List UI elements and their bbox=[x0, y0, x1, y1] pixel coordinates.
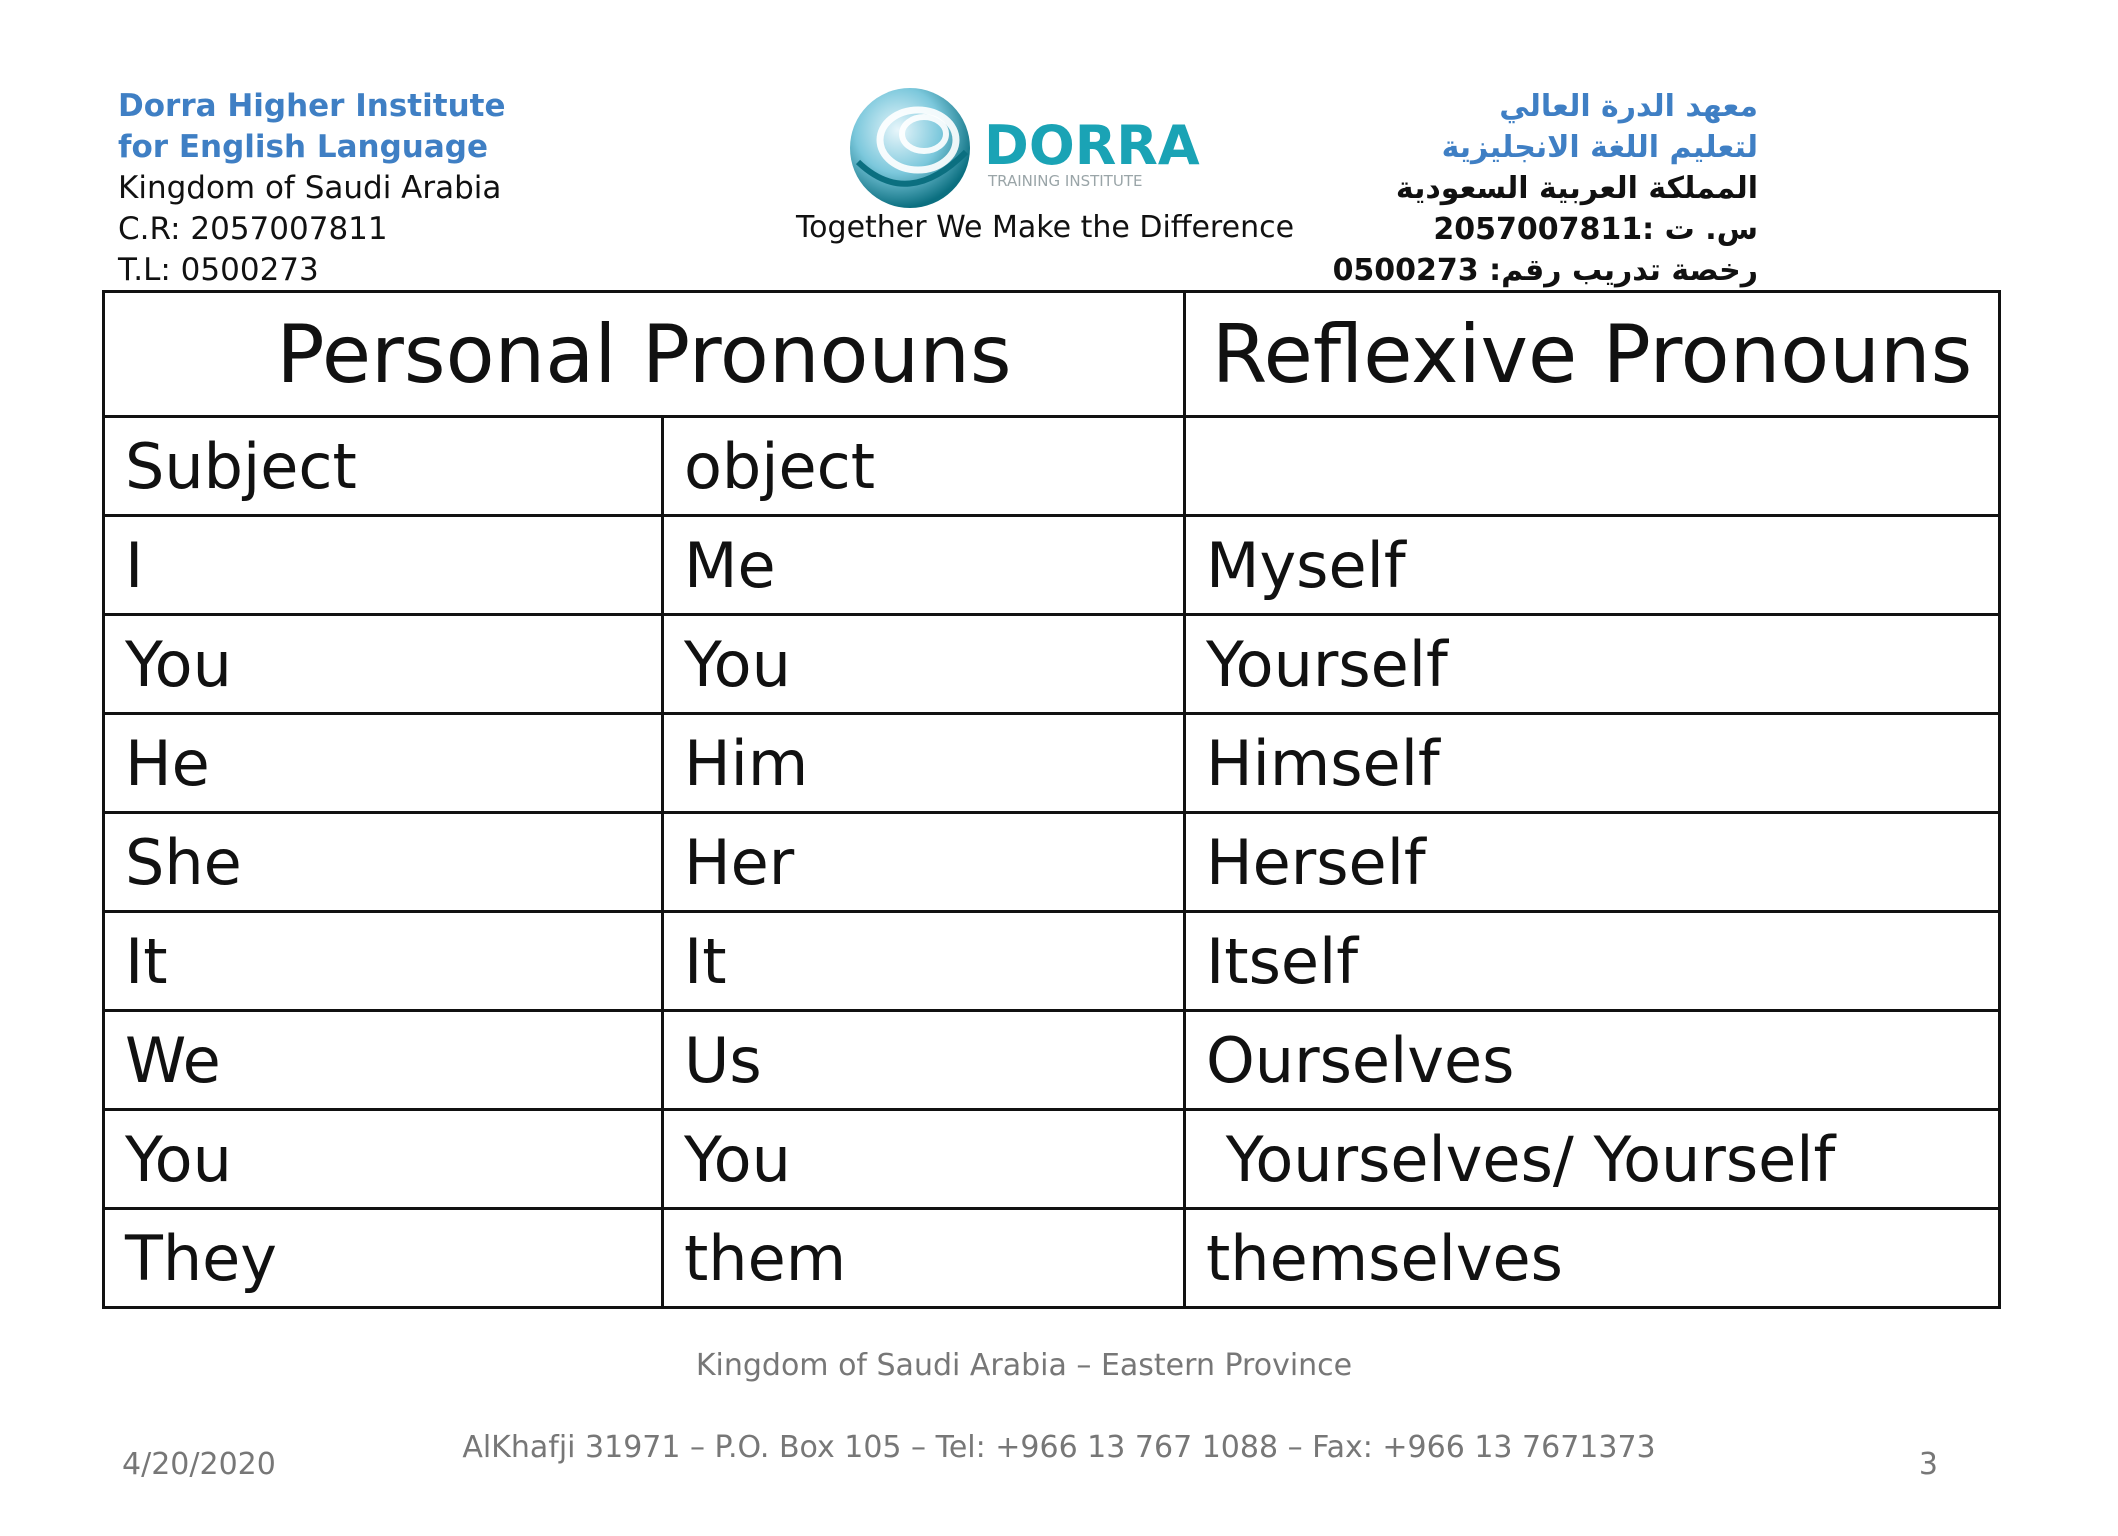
institute-name-line1: Dorra Higher Institute bbox=[118, 88, 506, 124]
header-left-block bbox=[118, 86, 506, 291]
dorra-logo bbox=[848, 82, 1200, 214]
footer-address: AlKhafji 31971 – P.O. Box 105 – Tel: +966 13 767 1088 – Fax: +966 13 7671373 bbox=[462, 1430, 1656, 1465]
arabic-country-label: المملكة العربية السعودية bbox=[1395, 171, 1758, 206]
reflexive-pronouns-header: Reflexive Pronouns bbox=[1185, 292, 2000, 417]
pronouns-table bbox=[102, 290, 2001, 1309]
arabic-cr-number: س. ت :2057007811 bbox=[1433, 212, 1758, 247]
table-row bbox=[104, 516, 2000, 615]
footer-date: 4/20/2020 bbox=[122, 1447, 276, 1482]
table-row bbox=[104, 813, 2000, 912]
subject-cell: You bbox=[104, 615, 663, 714]
table-header-row bbox=[104, 292, 2000, 417]
reflexive-cell: Himself bbox=[1185, 714, 2000, 813]
table-row bbox=[104, 1110, 2000, 1209]
tl-number: T.L: 0500273 bbox=[118, 252, 319, 288]
reflexive-cell: Itself bbox=[1185, 912, 2000, 1011]
reflexive-cell: Herself bbox=[1185, 813, 2000, 912]
header-right-block bbox=[1333, 86, 1758, 291]
country-label: Kingdom of Saudi Arabia bbox=[118, 170, 502, 206]
arabic-license-number: رخصة تدريب رقم: 0500273 bbox=[1332, 253, 1758, 288]
cr-number: C.R: 2057007811 bbox=[118, 211, 388, 247]
subject-cell: She bbox=[104, 813, 663, 912]
subject-cell: It bbox=[104, 912, 663, 1011]
reflexive-cell: Ourselves bbox=[1185, 1011, 2000, 1110]
page-number: 3 bbox=[1918, 1447, 1938, 1482]
table-row bbox=[104, 1011, 2000, 1110]
subject-cell: They bbox=[104, 1209, 663, 1308]
reflexive-cell: Myself bbox=[1185, 516, 2000, 615]
institute-name-line2: for English Language bbox=[118, 129, 489, 165]
logo-brand-text: DORRA bbox=[984, 114, 1200, 177]
object-cell: You bbox=[663, 615, 1185, 714]
object-cell: You bbox=[663, 1110, 1185, 1209]
reflexive-subheader bbox=[1185, 417, 2000, 516]
object-cell: Us bbox=[663, 1011, 1185, 1110]
subject-cell: He bbox=[104, 714, 663, 813]
logo-subtitle-text: TRAINING INSTITUTE bbox=[988, 172, 1143, 190]
subject-cell: You bbox=[104, 1110, 663, 1209]
footer-province: Kingdom of Saudi Arabia – Eastern Province bbox=[695, 1348, 1353, 1383]
table-row bbox=[104, 714, 2000, 813]
arabic-institute-name-line1: معهد الدرة العالي bbox=[1499, 89, 1758, 124]
dorra-logo-icon bbox=[848, 82, 1200, 214]
reflexive-cell: Yourselves/ Yourself bbox=[1185, 1110, 2000, 1209]
subject-cell: We bbox=[104, 1011, 663, 1110]
object-cell: Her bbox=[663, 813, 1185, 912]
reflexive-cell: themselves bbox=[1185, 1209, 2000, 1308]
object-cell: Him bbox=[663, 714, 1185, 813]
object-subheader: object bbox=[663, 417, 1185, 516]
object-cell: them bbox=[663, 1209, 1185, 1308]
tagline: Together We Make the Difference bbox=[795, 210, 1295, 245]
subject-subheader: Subject bbox=[104, 417, 663, 516]
reflexive-cell: Yourself bbox=[1185, 615, 2000, 714]
table-subheader-row bbox=[104, 417, 2000, 516]
subject-cell: I bbox=[104, 516, 663, 615]
table-row bbox=[104, 1209, 2000, 1308]
object-cell: It bbox=[663, 912, 1185, 1011]
personal-pronouns-header: Personal Pronouns bbox=[104, 292, 1185, 417]
arabic-institute-name-line2: لتعليم اللغة الانجليزية bbox=[1441, 130, 1758, 165]
object-cell: Me bbox=[663, 516, 1185, 615]
table-row bbox=[104, 912, 2000, 1011]
table-row bbox=[104, 615, 2000, 714]
